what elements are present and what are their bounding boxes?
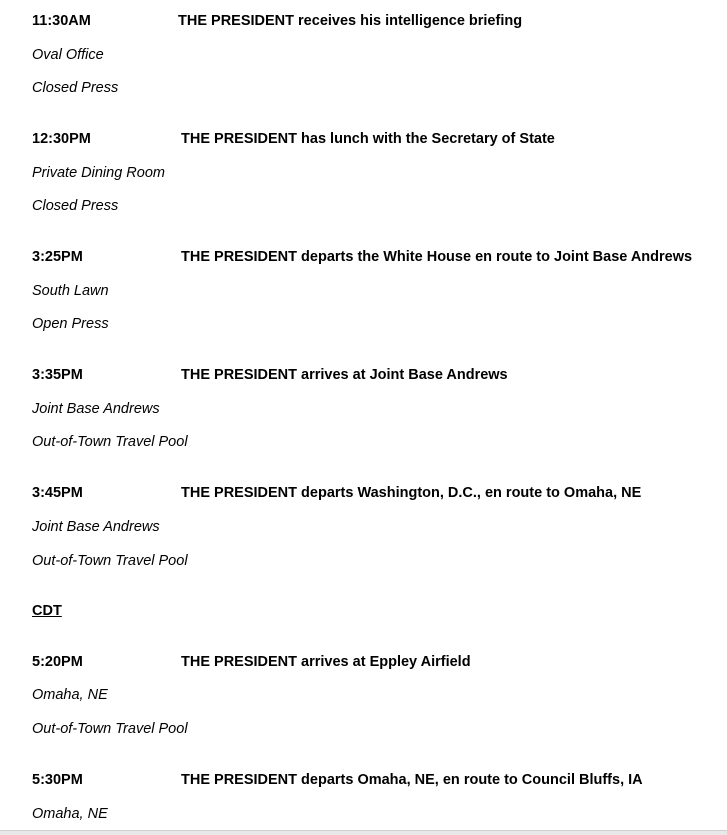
- entry-time: 11:30AM: [32, 13, 91, 29]
- entry-time: 12:30PM: [32, 131, 91, 147]
- entry-event: THE PRESIDENT departs Omaha, NE, en route to Council Bluffs, IA: [181, 772, 643, 788]
- entry-event: THE PRESIDENT receives his intelligence briefing: [178, 13, 523, 29]
- entry-location: Joint Base Andrews: [32, 401, 160, 417]
- entry-location: Omaha, NE: [32, 687, 108, 703]
- entry-press: Out-of-Town Travel Pool: [32, 434, 188, 450]
- entry-location: South Lawn: [32, 283, 109, 299]
- page-bottom-edge: [0, 830, 727, 835]
- entry-press: Closed Press: [32, 198, 119, 214]
- entry-location: Omaha, NE: [32, 806, 108, 822]
- entry-time: 3:25PM: [32, 249, 83, 265]
- entry-press: Out-of-Town Travel Pool: [32, 721, 188, 737]
- entry-press: Open Press: [32, 316, 109, 332]
- entry-location: Private Dining Room: [32, 165, 165, 181]
- entry-time: 3:35PM: [32, 367, 83, 383]
- entry-event: THE PRESIDENT arrives at Eppley Airfield: [181, 654, 471, 670]
- timezone-heading: CDT: [32, 603, 62, 619]
- entry-event: THE PRESIDENT departs the White House en route to Joint Base Andrews: [181, 249, 693, 265]
- entry-press: Closed Press: [32, 80, 119, 96]
- entry-event: THE PRESIDENT departs Washington, D.C., en route to Omaha, NE: [181, 485, 642, 501]
- entry-event: THE PRESIDENT has lunch with the Secretary of State: [181, 131, 555, 147]
- entry-time: 3:45PM: [32, 485, 83, 501]
- entry-event: THE PRESIDENT arrives at Joint Base Andrews: [181, 367, 508, 383]
- entry-location: Joint Base Andrews: [32, 519, 160, 535]
- entry-press: Out-of-Town Travel Pool: [32, 553, 188, 569]
- entry-time: 5:20PM: [32, 654, 83, 670]
- entry-time: 5:30PM: [32, 772, 83, 788]
- entry-location: Oval Office: [32, 47, 104, 63]
